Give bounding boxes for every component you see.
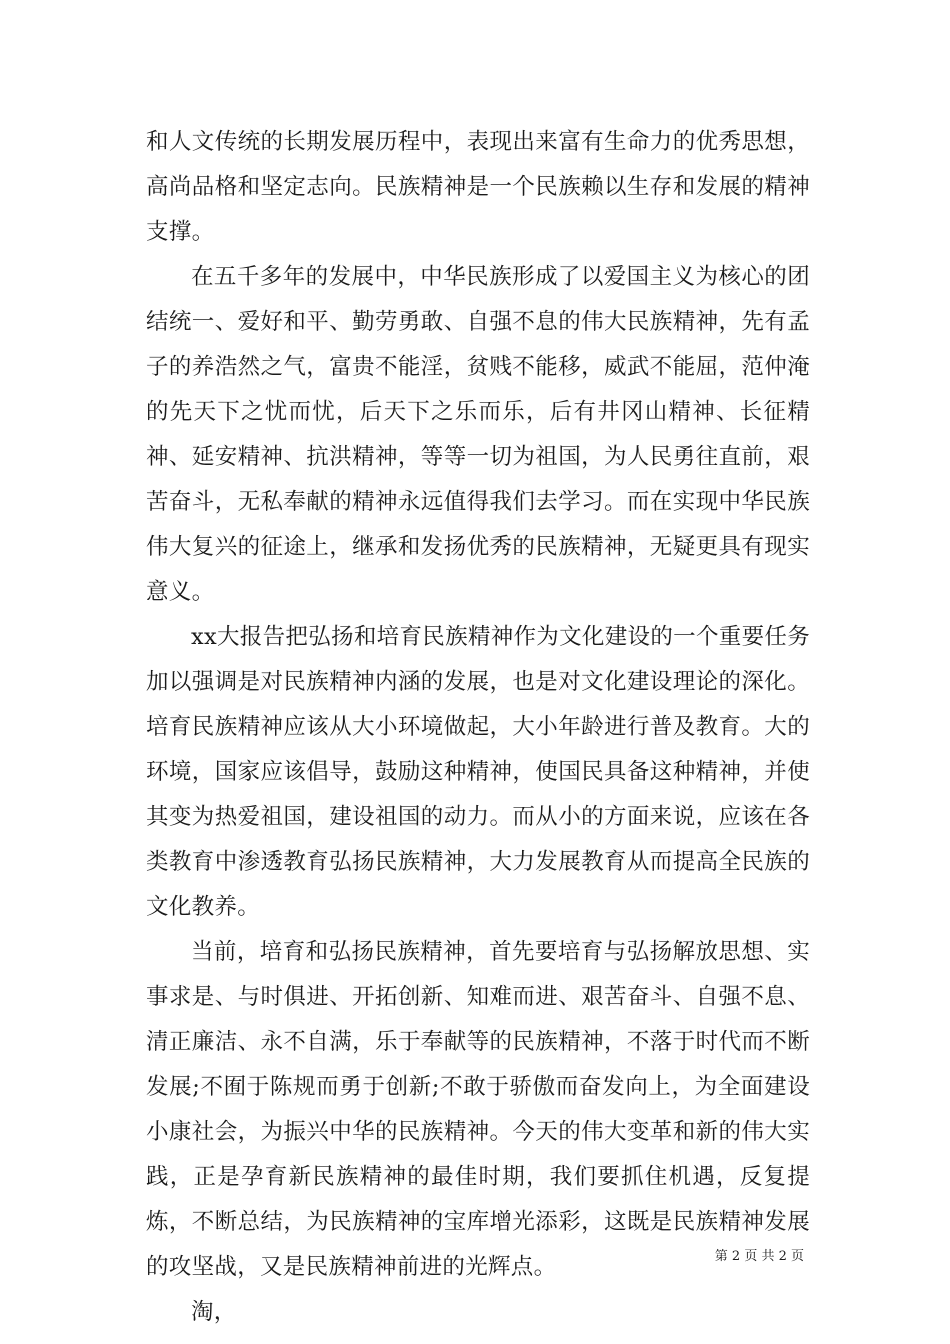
paragraph-current-cultivation: 当前，培育和弘扬民族精神，首先要培育与弘扬解放思想、实事求是、与时俱进、开拓创新、知难而进、艰苦奋斗、自强不息、清正廉洁、永不自满，乐于奉献等的民族精神，不落于时代而不断发展;不囿于陈规而勇于创新;不敢于骄傲而奋发向上，为全面建设小康社会，为振兴中华的民族精神。今天的伟大变革和新的伟大实践，正是孕育新民族精神的最佳时期，我们要抓住机遇，反复提炼，不断总结，为民族精神的宝库增光添彩，这既是民族精神发展的攻坚战，又是民族精神前进的光辉点。 xyxy=(146,939,810,1280)
document-body xyxy=(146,120,810,1335)
paragraph-report-culture: xx大报告把弘扬和培育民族精神作为文化建设的一个重要任务加以强调是对民族精神内涵的发展，也是对文化建设理论的深化。培育民族精神应该从大小环境做起，大小年龄进行普及教育。大的环境，国家应该倡导，鼓励这种精神，使国民具备这种精神，并使其变为热爱祖国，建设祖国的动力。而从小的方面来说，应该在各类教育中渗透教育弘扬民族精神，大力发展教育从而提高全民族的文化教养。 xyxy=(146,624,810,920)
page-number-footer: 第 2 页 共 2 页 xyxy=(714,1249,804,1264)
paragraph-national-spirit-history: 在五千多年的发展中，中华民族形成了以爱国主义为核心的团结统一、爱好和平、勤劳勇敢、自强不息的伟大民族精神，先有孟子的养浩然之气，富贵不能淫，贫贱不能移，威武不能屈，范仲淹的先天下之忧而忧，后天下之乐而乐，后有井冈山精神、长征精神、延安精神、抗洪精神，等等一切为祖国，为人民勇往直前，艰苦奋斗，无私奉献的精神永远值得我们去学习。而在实现中华民族伟大复兴的征途上，继承和发扬优秀的民族精神，无疑更具有现实意义。 xyxy=(146,264,810,605)
paragraph-trailing: 淘， xyxy=(191,1299,237,1325)
paragraph-continuation: 和人文传统的长期发展历程中，表现出来富有生命力的优秀思想，高尚品格和坚定志向。民族精神是一个民族赖以生存和发展的精神支撑。 xyxy=(146,129,810,245)
